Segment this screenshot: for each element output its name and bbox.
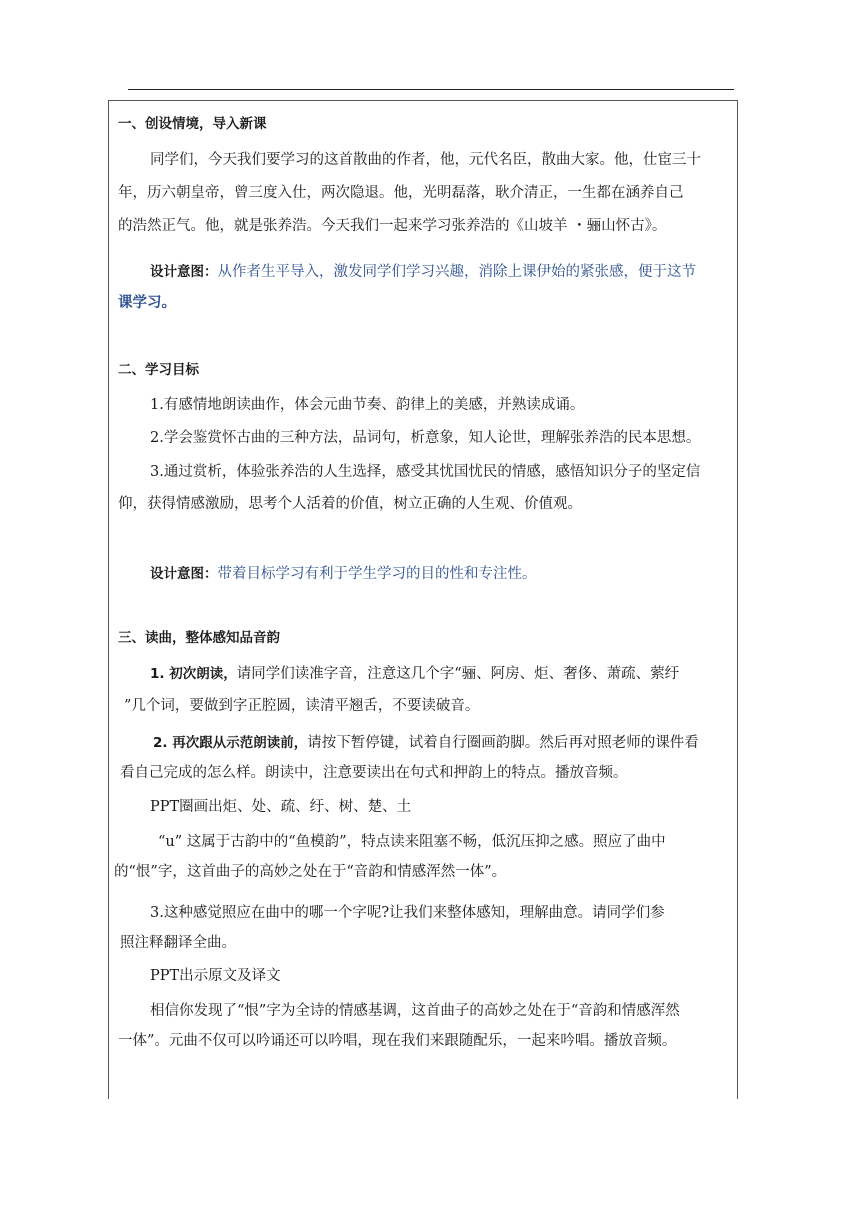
step-3: 3.这种感觉照应在曲中的哪一个字呢?让我们来整体感知，理解曲意。请同学们参 xyxy=(150,905,665,921)
goal-item-2: 2.学会鉴赏怀古曲的三种方法，品词句，析意象，知人论世，理解张养浩的民本思想。 xyxy=(150,430,701,446)
step-1-cont: ”几个词，要做到字正腔圆，读清平翘舌，不要读破音。 xyxy=(124,698,480,714)
step-2-cont: 看自己完成的怎么样。朗读中，注意要读出在句式和押韵上的特点。播放音频。 xyxy=(120,765,628,781)
design-intent-label: 设计意图： xyxy=(150,566,218,582)
ppt-note-1: PPT圈画出炬、处、疏、纡、树、楚、土 xyxy=(150,799,412,815)
step-1-label: 1. 初次朗读， xyxy=(150,666,237,682)
step-1 xyxy=(150,664,679,684)
intro-paragraph-line: 的浩然正气。他，就是张养浩。今天我们一起来学习张养浩的《山坡羊 ・骊山怀古》。 xyxy=(118,218,667,234)
step-2-text: 请按下暂停键，试着自行圈画韵脚。然后再对照老师的课件看 xyxy=(307,735,699,751)
intro-paragraph-line: 年，历六朝皇帝，曾三度入仕，两次隐退。他，光明磊落，耿介清正，一生都在涵养自己 xyxy=(118,185,684,201)
design-intent-1 xyxy=(150,262,696,282)
section-heading-3: 三、读曲，整体感知品音韵 xyxy=(118,630,280,646)
design-intent-2 xyxy=(150,564,537,584)
u-note: “u” 这属于古韵中的“鱼模韵”，特点读来阻塞不畅，低沉压抑之感。照应了曲中 xyxy=(158,834,666,850)
design-intent-label: 设计意图： xyxy=(150,264,218,280)
section-heading-1: 一、创设情境，导入新课 xyxy=(118,116,267,132)
step-2-label: 2. 再次跟从示范朗读前， xyxy=(153,735,308,751)
design-intent-text: 课学习。 xyxy=(118,294,176,311)
closing-paragraph: 相信你发现了“恨”字为全诗的情感基调，这首曲子的高妙之处在于“音韵和情感浑然 xyxy=(150,1003,680,1019)
design-intent-text: 从作者生平导入，激发同学们学习兴趣，消除上课伊始的紧张感，便于这节 xyxy=(217,264,696,280)
goal-item-3: 3.通过赏析，体验张养浩的人生选择，感受其忧国忧民的情感，感悟知识分子的坚定信 xyxy=(150,464,701,480)
step-2 xyxy=(153,733,699,753)
design-intent-text: 带着目标学习有利于学生学习的目的性和专注性。 xyxy=(217,566,537,582)
goal-item-1: 1.有感情地朗读曲作，体会元曲节奏、韵律上的美感，并熟读成诵。 xyxy=(150,397,585,413)
step-1-text: 请同学们读准字音，注意这几个字“骊、阿房、炬、奢侈、萧疏、萦纡 xyxy=(236,666,680,682)
intro-paragraph-line: 同学们，今天我们要学习的这首散曲的作者，他，元代名臣，散曲大家。他，仕宦三十 xyxy=(150,152,701,168)
ppt-note-2: PPT出示原文及译文 xyxy=(150,968,281,984)
section-heading-2: 二、学习目标 xyxy=(118,362,199,378)
header-rule xyxy=(128,89,734,90)
step-3-cont: 照注释翻译全曲。 xyxy=(120,935,236,951)
goal-item-3-cont: 仰，获得情感激励，思考个人活着的价值，树立正确的人生观、价值观。 xyxy=(118,496,582,512)
u-note-cont: 的“恨”字，这首曲子的高妙之处在于“音韵和情感浑然一体”。 xyxy=(114,864,507,880)
closing-paragraph-cont: 一体”。元曲不仅可以吟诵还可以吟唱，现在我们来跟随配乐，一起来吟唱。播放音频。 xyxy=(118,1033,677,1049)
